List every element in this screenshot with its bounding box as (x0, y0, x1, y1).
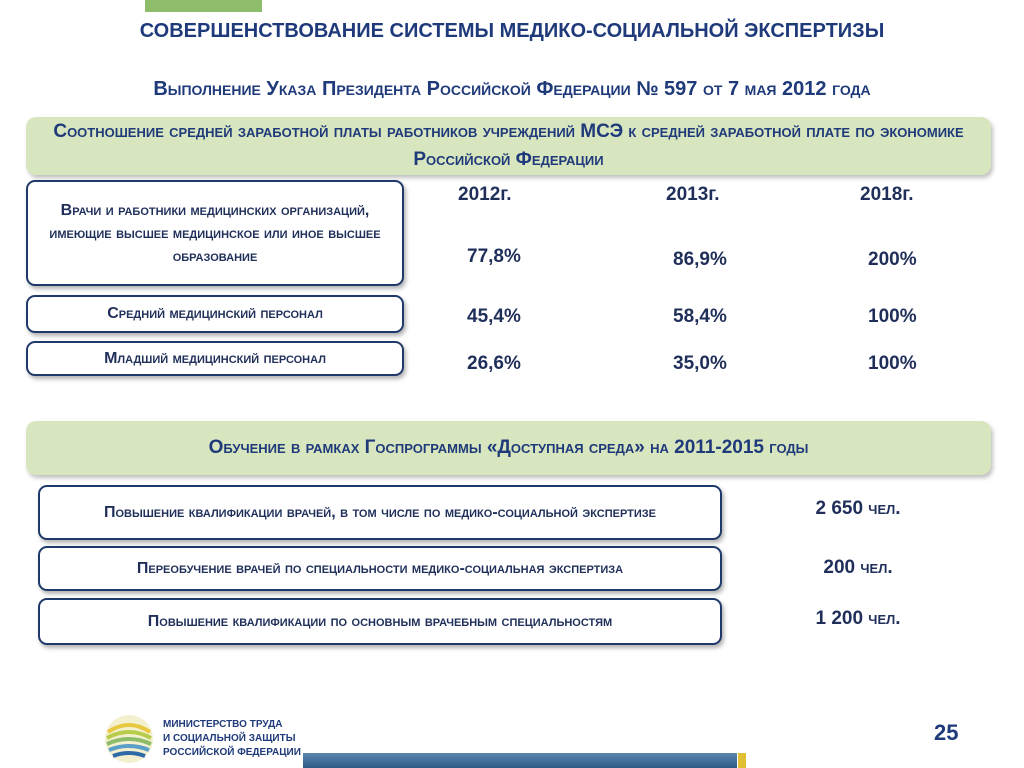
category-junior-staff-label: Младший медицинский персонал (104, 349, 326, 367)
training-section-header (26, 421, 991, 475)
training-value-1: 2 650 чел. (815, 498, 901, 519)
training-section-header-text: Обучение в рамках Госпрограммы «Доступная среда» на 2011-2015 годы (208, 437, 809, 458)
category-doctors-label: Врачи и работники медицинских организаций, имеющие высшее медицинское или иное высшее образование (49, 201, 381, 265)
salary-section-header (26, 117, 991, 175)
value-doctors-2013: 86,9% (673, 249, 727, 270)
page-title: СОВЕРШЕНСТВОВАНИЕ СИСТЕМЫ МЕДИКО-СОЦИАЛЬНОЙ ЭКСПЕРТИЗЫ (139, 20, 885, 42)
training-qualification-main-label: Повышение квалификации по основным врачебным специальностям (147, 613, 613, 630)
training-qualification-main (38, 598, 722, 645)
training-value-3: 1 200 чел. (815, 608, 901, 629)
ministry-logo-icon (104, 714, 154, 764)
page-subtitle: Выполнение Указа Президента Российской Федерации № 597 от 7 мая 2012 года (153, 78, 871, 100)
salary-section-header-text: Соотношение средней заработной платы работников учреждений МСЭ к средней заработной плате по экономике Российской Федерации (53, 121, 964, 170)
footer-bar (303, 753, 737, 768)
value-doctors-2012: 77,8% (467, 246, 521, 267)
category-junior-staff (26, 341, 404, 376)
ministry-logo-line-1: МИНИСТЕРСТВО ТРУДА (163, 719, 283, 730)
value-middle-2018: 100% (868, 306, 917, 327)
top-accent-bar (145, 0, 262, 12)
year-2018: 2018г. (860, 184, 914, 205)
value-doctors-2018: 200% (868, 249, 917, 270)
category-middle-staff-label: Средний медицинский персонал (107, 305, 323, 322)
training-value-2: 200 чел. (823, 557, 893, 578)
value-middle-2012: 45,4% (467, 306, 521, 327)
year-2013: 2013г. (666, 184, 720, 205)
training-retraining-msa (38, 546, 722, 591)
year-2012: 2012г. (458, 184, 512, 205)
training-qualification-msa (38, 485, 722, 540)
value-middle-2013: 58,4% (673, 306, 727, 327)
training-retraining-msa-label: Переобучение врачей по специальности медико-социальная экспертиза (136, 559, 624, 577)
category-doctors (26, 180, 404, 286)
value-junior-2013: 35,0% (673, 353, 727, 374)
value-junior-2012: 26,6% (467, 353, 521, 374)
training-qualification-msa-label: Повышение квалификации врачей, в том числе по медико-социальной экспертизе (103, 503, 657, 521)
value-junior-2018: 100% (868, 353, 917, 374)
ministry-logo-line-3: РОССИЙСКОЙ ФЕДЕРАЦИИ (163, 747, 301, 758)
ministry-logo-text (163, 718, 301, 760)
footer-accent (738, 753, 746, 768)
ministry-logo-line-2: И СОЦИАЛЬНОЙ ЗАЩИТЫ (163, 733, 296, 744)
category-middle-staff (26, 295, 404, 333)
page-number: 25 (934, 720, 959, 745)
